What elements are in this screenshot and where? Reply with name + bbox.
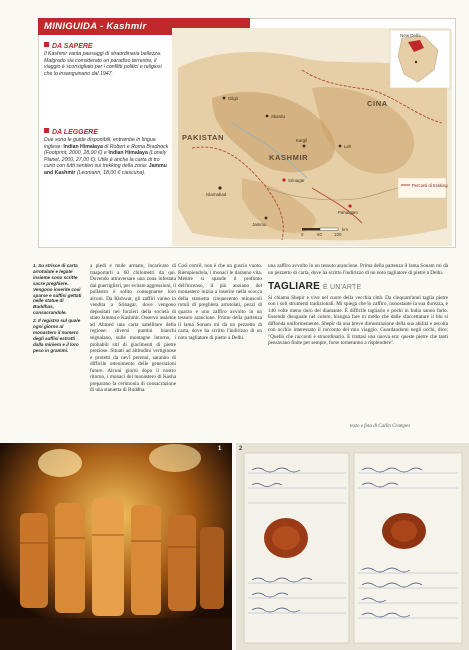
article-column-1: a piedi e mule armato, incaricato di trasportarli a 60 chilometri da qui. Dovendo attraversare una zona infestata dai guerriglieri, per evitare aggressioni, il pollastro è solito consegnarne loro alcuni. Da Kishwar, gli zaffiri vanno in vendita a Srinagar, dove vengono depositati nei forzieri della società di stato Jammu e Kashmir. Osservo assieme ad Ahmed una carta satellitare della regione: diversi puntini bianchi segnalano, sulle montagne intorno, i probabili siti di giacimenti di pietre preziose. Situati ad altitudini vertiginose e protetti da nevi perenni, saranno di difficile ottenimento delle generazioni future. Alcuni giorni dopo il nostro ritorno, i monaci del monastero di Kasha preparano la cerimonia di consacrazione di una statuetta di Buddha.	[90, 263, 176, 394]
map-legend-box	[398, 178, 446, 198]
label-islamabad: Islamabad	[206, 192, 227, 197]
map-dot-skardu	[266, 115, 269, 118]
light-flare	[38, 449, 82, 477]
label-pakistan: PAKISTAN	[182, 133, 225, 142]
label-pahalgam: Pahalgam	[338, 210, 358, 215]
map-dot-pahalgam	[348, 204, 351, 207]
section-subtitle: TAGLIARE È UN'ARTE	[268, 281, 362, 293]
book-title: Indian Himalaya	[63, 143, 103, 150]
scroll-bundle	[200, 527, 224, 609]
photo-prayer-scrolls-image	[0, 443, 232, 650]
photo-register	[236, 443, 469, 650]
label-srinagar: Srinagar	[288, 178, 305, 183]
light-flare	[149, 444, 201, 472]
square-bullet-icon	[44, 42, 49, 47]
wax-seal-center	[272, 526, 300, 550]
column-3-body: Si chiama Shepir e vive nel cuore della vecchia città. Da cinquant'anni taglia pietre con i soli strumenti tradizionali. Mi spiega che lo zaffiro, nonostante la sua durezza, è 140 volte meno duro del diamante. È difficile tagliarlo e pochi in India sanno farlo. Essendo disuguale nel colore, bisogna fare in modo che dalle sfaccettature il blu si diffonda uniformemente. Shepir dà una breve dimostrazione della sua abilità e ascolta con occhio interessato il racconto del mio viaggio. Guardandomi negli occhi, dice: "Quello che racconti è straordinario. E trattasi una nuova era: queste pietre che tanti pensavano finite per sempre, forse torneranno a risplendere".	[268, 294, 448, 347]
map-dot-kargil	[303, 145, 306, 148]
scroll-bundle	[20, 513, 48, 608]
label-skardu: Skardu	[271, 114, 285, 119]
guide-sapere-section	[44, 42, 169, 77]
photo-number-2: 2	[239, 446, 243, 452]
map-dot-islamabad	[218, 186, 221, 189]
map-dot-new-delhi	[415, 61, 417, 63]
label-gilgit: Gilgit	[228, 96, 239, 101]
scroll-bundle	[55, 503, 85, 613]
article-credits: testo e foto di Callin Crampes	[350, 424, 411, 429]
article-column-2: Così com'è, non è che un guscio vuoto. Riempiendola, i monaci le daranno vita. Mentre si spande il profumo dell'incenso, il più anziano del monastero inizia a inserire nella scocca della statuetta cinquecento minuscoli rotoli di preghiera arrotolati, pezzi di quarzo e uno zaffiro avvolto in un tessuto arancione. Primo della partenza il lama Sonam mi dà un pezzetto di carta, dove ha scritto l'indirizzo di un noto tagliatore di pietre a Delhi.	[178, 263, 262, 342]
scroll-bundle	[168, 515, 196, 611]
scroll-bundle	[92, 498, 124, 616]
map-dot-leh	[339, 145, 342, 148]
label-kashmir: KASHMIR	[269, 153, 309, 162]
scale-segment	[302, 228, 320, 231]
scale-label-100: 100	[334, 232, 342, 237]
wax-seal-center	[391, 520, 417, 542]
article-column-3	[268, 263, 448, 347]
photo-register-image	[236, 443, 469, 650]
caption-2: 2. Il registro sul quale ogni giorno al monastero il numero degli suffisi estratti dalla miniera e il loro peso in grammi.	[33, 318, 81, 353]
leggere-heading: DA LEGGERE	[44, 128, 169, 136]
caption-1: 1. Su strisce di carta arrotolate e legate insieme sono scritte sacre preghiere. Vengono inserite così sparse e suffisi gettati nelle statue di Buddhas, consacrandole.	[33, 263, 82, 316]
photo-prayer-scrolls	[0, 443, 232, 650]
sapere-body: Il Kashmir vanta paesaggi di straordinaria bellezza. Malgrado sia considerato un paradiso terrestre, il viaggio è sconsigliato per i conflitti politici e religiosi che lo insanguinano dal 1947.	[44, 51, 162, 77]
photo-captions	[33, 263, 83, 356]
label-kargil: Kargil	[296, 138, 308, 143]
column-3-intro: una zaffiro avvolto in un tessuto arancione. Prima della partenza il lama Sonam mi dà un pezzetto di carta, dove ha scritto l'indirizzo di un noto tagliatore di pietre a Delhi.	[268, 263, 448, 276]
photo-number-1: 1	[218, 446, 222, 452]
label-cina: CINA	[367, 99, 388, 108]
kashmir-map	[172, 28, 452, 246]
scale-segment	[320, 228, 338, 231]
map-dot-gilgit	[223, 97, 226, 100]
map-dot-srinagar	[282, 178, 285, 181]
label-jammu: Jammu	[252, 222, 267, 227]
sapere-heading: DA SAPERE	[44, 42, 169, 50]
book-title: Indian Himalaya	[108, 150, 148, 157]
scale-unit: km	[342, 227, 348, 232]
scale-label-0: 0	[301, 232, 304, 237]
square-bullet-icon	[44, 128, 49, 133]
guide-leggere-section	[44, 128, 169, 177]
miniguide-title: MINIGUIDA - Kashmir	[38, 18, 250, 35]
scale-label-50: 50	[317, 232, 323, 237]
legend-trek-label: Percorsi di trekking	[412, 183, 448, 188]
photo-shadow-band	[0, 618, 232, 650]
label-leh: Leh	[344, 144, 352, 149]
leggere-body: Due sono le guide disponibili, entrambe in lingua inglese: Indian Himalaya di Robert e Roma Bradnock (Footprint, 2000, 28,90 €) e Indian Himalaya (Lonely Planet, 2000, 27,00 €). Utile è anche la carta di tro curio con tutti sentieri sui trekking della zona: Jammu and Kashmir (Leomann, 18,00 € ciascuna).	[44, 137, 169, 176]
label-new-delhi: New Delhi	[400, 33, 421, 38]
scroll-bundle	[131, 505, 161, 615]
map-dot-jammu	[265, 217, 268, 220]
book-title: Jammu and Kashmir	[44, 163, 167, 176]
